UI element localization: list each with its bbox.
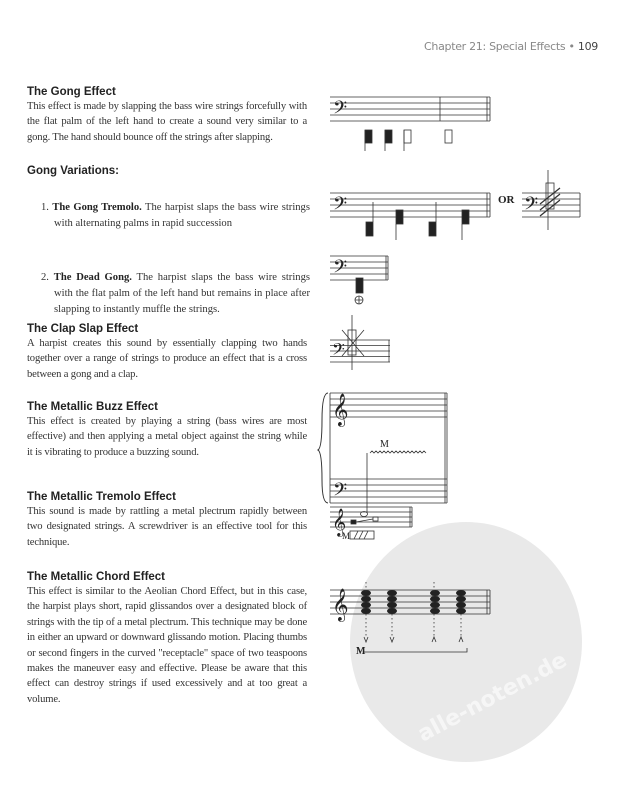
bass-clef-icon: 𝄢 <box>524 193 539 218</box>
item-name: The Dead Gong. <box>53 272 132 283</box>
section-heading: Gong Variations: <box>27 165 120 177</box>
metal-marking: M <box>356 646 366 657</box>
gong-effect-notation <box>330 97 490 151</box>
bass-clef-icon: 𝄢 <box>333 193 348 218</box>
treble-clef-icon: 𝄞 <box>332 395 349 426</box>
clap-slap-notation <box>330 315 390 370</box>
section-heading: The Clap Slap Effect <box>27 323 139 335</box>
treble-clef-icon: 𝄞 <box>332 590 349 621</box>
bass-clef-icon: 𝄢 <box>333 256 348 281</box>
metallic-buzz-notation <box>318 393 447 517</box>
dead-gong-notation <box>330 256 388 304</box>
item-body: The harpist slaps the bass wire strings with the flat palm of the left hand but remains in place after slapping to instantly muffle the strings. <box>54 272 310 315</box>
metallic-chord-notation <box>330 582 490 657</box>
section-body: A harpist creates this sound by essentially clapping two hands together over a range of strings to produce an effect that is a cross between a gong and a clap. <box>27 338 307 380</box>
section-body: This effect is similar to the Aeolian Chord Effect, but in this case, the harpist plays short, rapid glissandos over a designated block of strings with the tip of a metal plectrum. This technique may be done in either an upward or downward glissando motion. Placing thumbs or second fingers in the curved "receptacle" space of two teaspoons makes the maneuver easy and effective. Please be aware that this effect can destroy strings if used excessively and at too great a volume. <box>27 586 307 705</box>
item-body: The harpist slaps the bass wire strings with alternating palms in rapid succession <box>54 202 310 229</box>
metal-marking: M <box>342 531 351 541</box>
bass-clef-icon: 𝄢 <box>333 97 348 122</box>
section-body: This sound is made by rattling a metal plectrum rapidly between two designated strings. A screwdriver is an effective tool for this technique. <box>27 506 307 548</box>
item-number: 2. <box>41 272 49 283</box>
gong-tremolo-notation <box>330 170 580 240</box>
metal-marking: M <box>380 439 389 450</box>
page-number: 109 <box>577 40 598 53</box>
watermark-text: alle-noten.de <box>413 647 572 748</box>
section-heading: The Gong Effect <box>27 86 116 98</box>
treble-clef-icon: 𝄞 <box>332 510 347 536</box>
chapter-title: Chapter 21: Special Effects <box>424 40 566 53</box>
item-number: 1. <box>41 202 49 213</box>
separator: • <box>568 40 575 53</box>
or-label: OR <box>498 194 515 206</box>
section-heading: The Metallic Chord Effect <box>27 571 166 583</box>
section-body: This effect is created by playing a string (bass wires are most effective) and then applying a metal object against the string while it is vibrating to produce a buzzing sound. <box>27 416 307 458</box>
bass-clef-icon: 𝄢 <box>333 479 348 504</box>
metallic-tremolo-notation <box>330 507 412 541</box>
item-name: The Gong Tremolo. <box>52 202 142 213</box>
bass-clef-icon: 𝄢 <box>332 341 345 363</box>
section-body: This effect is made by slapping the bass wire strings forcefully with the flat palm of the left hand to create a sound very similar to a gong. The hand should bounce off the strings after slapping. <box>27 101 307 143</box>
section-heading: The Metallic Tremolo Effect <box>27 491 176 503</box>
section-heading: The Metallic Buzz Effect <box>27 401 158 413</box>
